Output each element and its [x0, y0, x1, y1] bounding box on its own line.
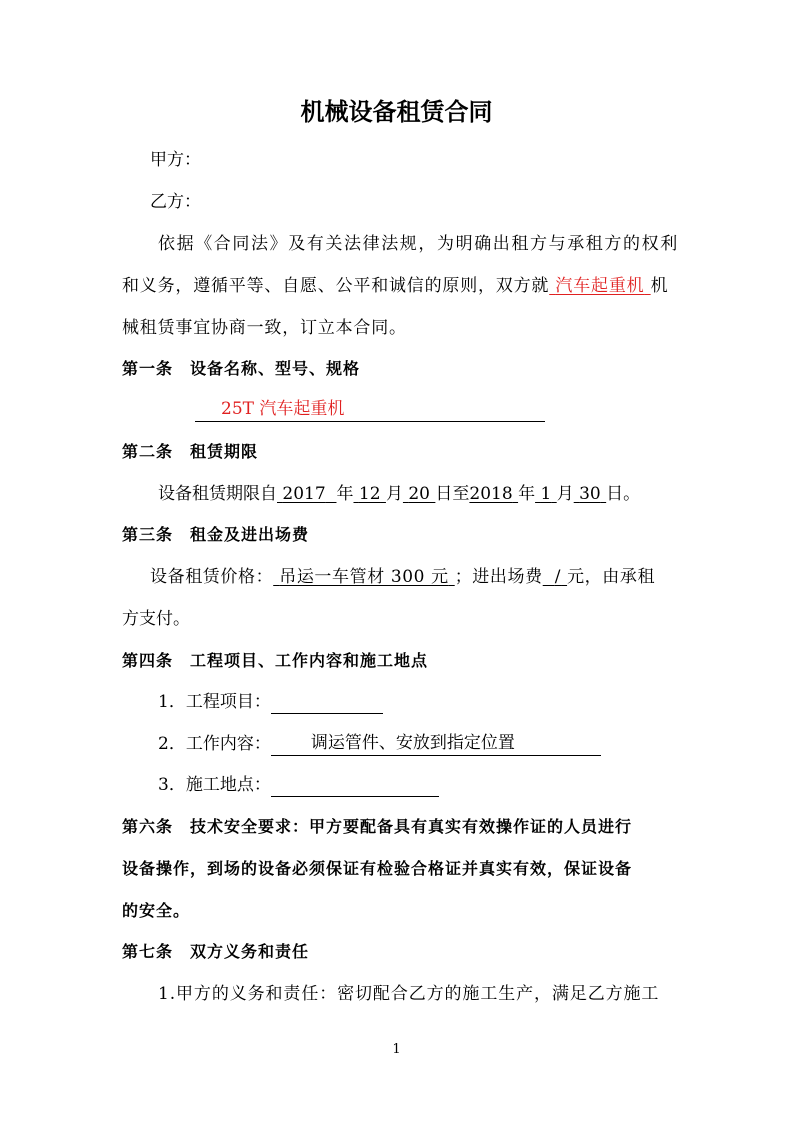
end-day-value: 30 [579, 484, 601, 504]
price-label: 设备租赁价格： [150, 567, 274, 587]
item-2-line [158, 732, 601, 756]
article-3-heading: 第三条 租金及进出场费 [122, 525, 310, 544]
start-year-value: 2017 [282, 484, 326, 504]
item-2-underline [271, 735, 601, 756]
lease-period-line [158, 482, 640, 506]
end-year [469, 484, 518, 504]
entry-fee-value: / [554, 567, 562, 587]
start-month [353, 484, 385, 504]
intro-line-2-text: 和义务，遵循平等、自愿、公平和诚信的原则，双方就 [122, 276, 550, 296]
day-end-label: 日。 [606, 484, 641, 504]
start-year [277, 484, 336, 504]
equipment-spec-underline [195, 401, 545, 422]
price-fill [273, 567, 455, 587]
intro-line-2-tail: 机 [650, 276, 669, 296]
item-1-line [158, 690, 383, 714]
end-month [535, 484, 557, 504]
document-title: 机械设备租赁合同 [300, 98, 493, 126]
entry-fee-label: ；进出场费 [454, 567, 543, 587]
article-6-line-3: 的安全。 [122, 901, 191, 920]
price-line [150, 565, 655, 589]
month-label-2: 月 [556, 484, 574, 504]
end-day [574, 484, 606, 504]
year-label-2: 年 [518, 484, 536, 504]
article-4-heading: 第四条 工程项目、工作内容和施工地点 [122, 651, 429, 670]
intro-line-1: 依据《合同法》及有关法律法规，为明确出租方与承租方的权利 [158, 234, 679, 254]
price-value: 吊运一车管材 300 元 [279, 567, 449, 587]
article-7-heading: 第七条 双方义务和责任 [122, 942, 310, 961]
start-month-value: 12 [358, 484, 381, 504]
article-7-item-1: 1.甲方的义务和责任：密切配合乙方的施工生产，满足乙方施工 [158, 984, 660, 1004]
intro-line-3: 械租赁事宜协商一致，订立本合同。 [122, 318, 407, 338]
equipment-spec-value: 25T 汽车起重机 [221, 399, 345, 419]
article-2-heading: 第二条 租赁期限 [122, 442, 259, 461]
start-day-value: 20 [408, 484, 430, 504]
party-a-label: 甲方： [150, 150, 201, 170]
price-line-2: 方支付。 [122, 609, 190, 629]
item-1-label: 1．工程项目： [158, 692, 271, 712]
month-label-1: 月 [385, 484, 403, 504]
article-1-fill [195, 398, 545, 422]
equipment-type-value: 汽车起重机 [555, 276, 645, 296]
start-day [403, 484, 435, 504]
equipment-type-fill [549, 276, 650, 296]
price-line-tail: 元，由承租 [567, 567, 656, 587]
party-b-label: 乙方： [150, 192, 201, 212]
lease-period-label: 设备租赁期限自 [158, 484, 277, 504]
intro-line-2 [122, 274, 668, 298]
item-1-underline [271, 693, 383, 714]
item-3-line [158, 773, 439, 797]
year-label-1: 年 [336, 484, 354, 504]
end-year-value: 2018 [469, 484, 513, 504]
page-number: 1 [392, 1042, 401, 1057]
article-6-line-1: 第六条 技术安全要求：甲方要配备具有真实有效操作证的人员进行 [122, 817, 633, 836]
article-6-line-2: 设备操作，到场的设备必须保证有检验合格证并真实有效，保证设备 [122, 859, 633, 878]
end-month-value: 1 [540, 484, 552, 504]
item-2-label: 2．工作内容： [158, 734, 271, 754]
day-to-label: 日至 [435, 484, 470, 504]
item-3-underline [271, 776, 439, 797]
item-2-value: 调运管件、安放到指定位置 [310, 733, 515, 753]
item-3-label: 3．施工地点： [158, 775, 271, 795]
entry-fee-fill [543, 567, 567, 587]
article-1-heading: 第一条 设备名称、型号、规格 [122, 359, 361, 378]
